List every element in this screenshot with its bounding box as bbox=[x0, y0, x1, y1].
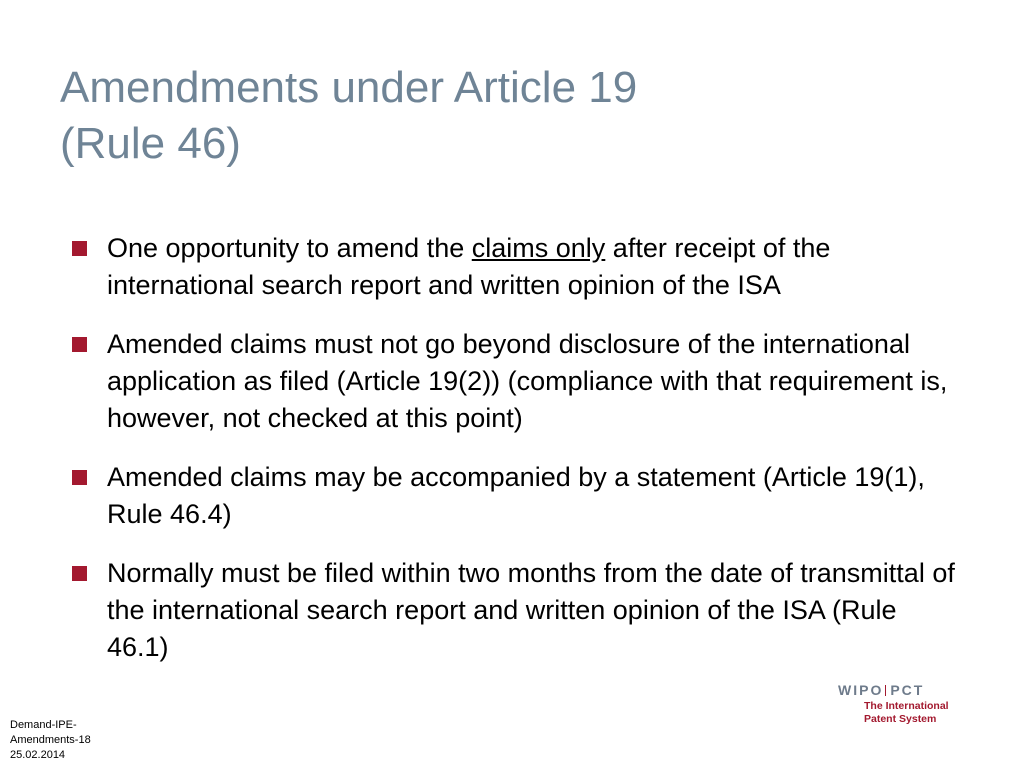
logo-separator-icon bbox=[885, 685, 886, 696]
bullet-square-icon bbox=[72, 241, 87, 256]
logo-wordmark bbox=[838, 682, 968, 698]
bullet-square-icon bbox=[72, 470, 87, 485]
slide-title-line-2: (Rule 46) bbox=[60, 119, 241, 168]
bullet-list bbox=[70, 230, 960, 688]
bullet-square-icon bbox=[72, 566, 87, 581]
slide-footer bbox=[10, 718, 91, 763]
footer-line-2: Amendments-18 bbox=[10, 734, 91, 746]
bullet-underlined-text: claims only bbox=[471, 233, 606, 263]
bullet-text: Normally must be filed within two months from the date of transmittal of the international search report and written opinion of the ISA (Rule 46.1) bbox=[107, 558, 955, 662]
slide-title bbox=[60, 60, 960, 172]
logo-pct-text: PCT bbox=[890, 682, 925, 698]
bullet-text bbox=[107, 233, 830, 300]
footer-date: 25.02.2014 bbox=[10, 749, 66, 761]
bullet-item bbox=[70, 230, 960, 304]
bullet-item bbox=[70, 459, 960, 533]
bullet-item bbox=[70, 326, 960, 437]
bullet-text: Amended claims may be accompanied by a statement (Article 19(1), Rule 46.4) bbox=[107, 462, 925, 529]
bullet-text-part: One opportunity to amend the bbox=[107, 233, 472, 263]
logo-wipo-text: WIPO bbox=[838, 682, 884, 698]
slide-title-line-1: Amendments under Article 19 bbox=[60, 63, 638, 112]
logo-tagline-line-2: Patent System bbox=[864, 713, 937, 725]
bullet-text: Amended claims must not go beyond disclosure of the international application as filed (Article 19(2)) (compliance with that requirement is, however, not checked at this point) bbox=[107, 329, 948, 433]
logo-tagline bbox=[838, 700, 968, 726]
bullet-text-part: after receipt of the international search report and written opinion of the ISA bbox=[107, 233, 831, 300]
logo-tagline-line-1: The International bbox=[864, 700, 949, 712]
bullet-item bbox=[70, 555, 960, 666]
bullet-square-icon bbox=[72, 337, 87, 352]
wipo-pct-logo bbox=[838, 682, 968, 726]
footer-line-1: Demand-IPE- bbox=[10, 719, 77, 731]
